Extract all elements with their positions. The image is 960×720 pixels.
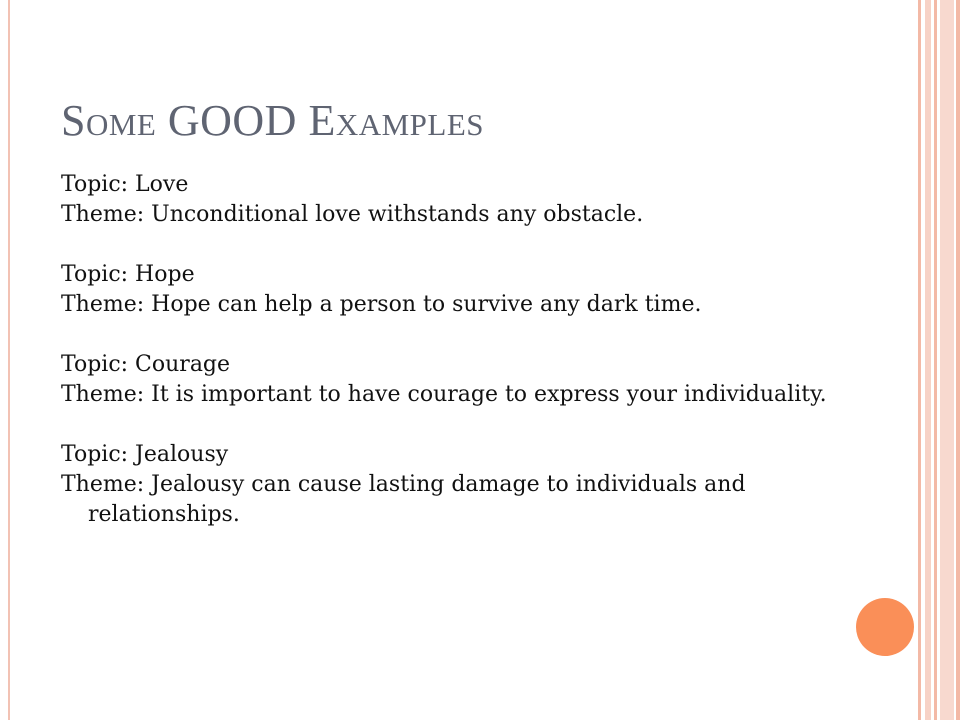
decorative-circle [856,598,914,656]
theme-text: Theme: It is important to have courage to express your individuality. [61,382,827,407]
topic-label: Topic: Love [61,172,189,197]
theme-text: Theme: Unconditional love withstands any obstacle. [61,202,644,227]
decorative-stripe [934,0,937,720]
topic-entry-courage [61,350,831,410]
topic-label: Topic: Courage [61,352,231,377]
topic-entry-hope [61,260,831,320]
slide-title: Some GOOD Examples [61,96,485,145]
theme-text: Theme: Jealousy can cause lasting damage to individuals and relationships. [61,472,746,527]
theme-text: Theme: Hope can help a person to survive any dark time. [61,292,702,317]
decorative-stripe [956,0,960,720]
topic-label: Topic: Hope [61,262,195,287]
decorative-stripe [918,0,921,720]
topic-entry-jealousy [61,440,831,530]
topic-entry-love [61,170,831,230]
slide-body [61,170,831,560]
decorative-stripe [925,0,931,720]
decorative-stripe [940,0,954,720]
left-border-line [8,0,10,720]
topic-label: Topic: Jealousy [61,442,229,467]
